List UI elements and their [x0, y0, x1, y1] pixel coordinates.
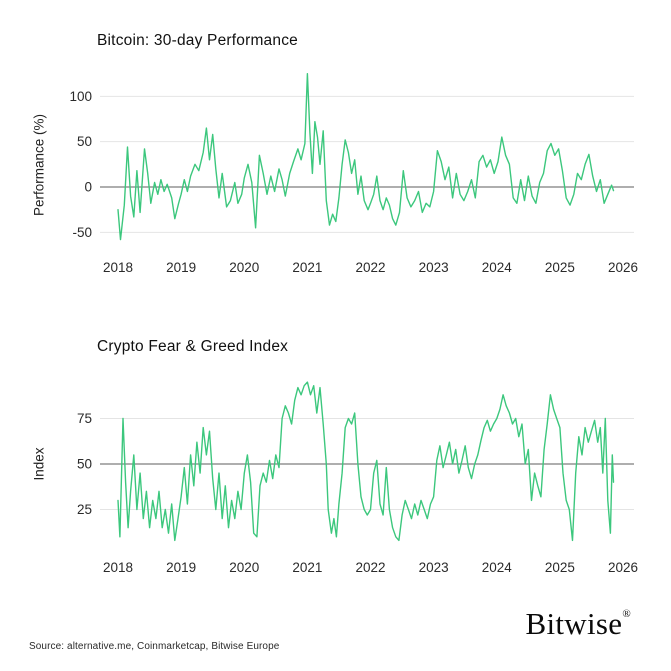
x-tick-label: 2020 — [229, 560, 260, 575]
x-tick-label: 2018 — [102, 560, 134, 575]
y-tick-label: 25 — [76, 502, 92, 517]
y-tick-label: 75 — [76, 411, 92, 426]
x-tick-label: 2019 — [166, 260, 197, 275]
y-tick-label: 0 — [84, 179, 92, 195]
x-tick-label: 2023 — [418, 260, 449, 275]
x-tick-label: 2021 — [292, 560, 323, 575]
y-tick-label: 50 — [76, 456, 92, 472]
performance-y-axis-label: Performance (%) — [31, 113, 47, 217]
fear-greed-chart-title: Crypto Fear & Greed Index — [97, 338, 289, 355]
x-tick-label: 2024 — [481, 560, 512, 575]
y-tick-label: 100 — [69, 88, 92, 104]
registered-trademark-mark: ® — [622, 608, 631, 620]
x-tick-label: 2021 — [292, 260, 323, 275]
x-tick-label: 2019 — [166, 560, 197, 575]
x-tick-label: 2024 — [481, 260, 512, 275]
x-tick-label: 2025 — [544, 560, 575, 575]
x-tick-label: 2025 — [544, 260, 575, 275]
performance-chart-plot — [0, 60, 671, 300]
x-tick-label: 2022 — [355, 260, 386, 275]
fear-greed-y-axis-label: Index — [31, 447, 47, 481]
bitwise-logo — [526, 606, 632, 642]
series-line — [118, 74, 614, 240]
x-tick-label: 2023 — [418, 560, 449, 575]
y-tick-label: 50 — [76, 134, 92, 150]
bitwise-logo-text: Bitwise — [525, 606, 623, 641]
x-tick-label: 2018 — [102, 260, 134, 275]
y-tick-label: -50 — [72, 224, 92, 240]
series-line — [118, 382, 614, 540]
x-tick-label: 2022 — [355, 560, 386, 575]
x-tick-label: 2026 — [607, 260, 639, 275]
fear-greed-chart-plot — [0, 350, 671, 595]
source-note: Source: alternative.me, Coinmarketcap, Bitwise Europe — [29, 641, 280, 652]
x-tick-label: 2026 — [607, 560, 639, 575]
x-tick-label: 2020 — [229, 260, 260, 275]
performance-chart-title: Bitcoin: 30-day Performance — [97, 32, 298, 49]
